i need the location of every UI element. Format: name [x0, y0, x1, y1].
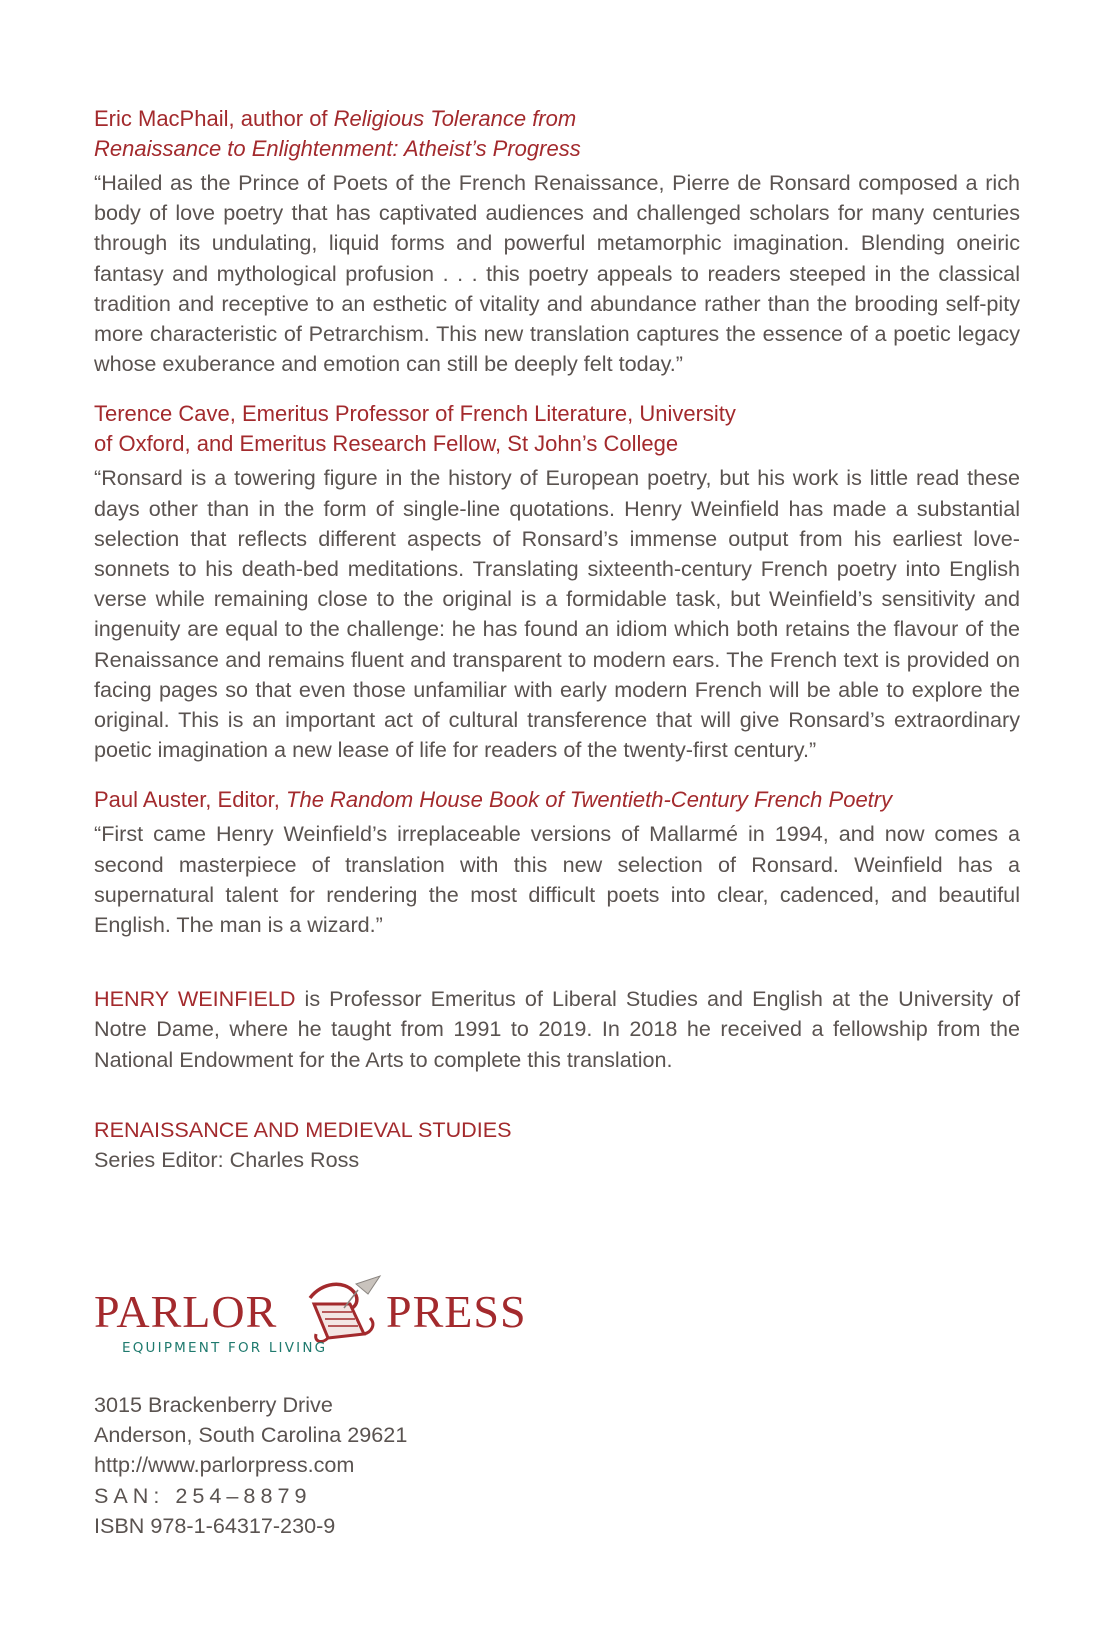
- logo-word-parlor: PARLOR: [94, 1286, 278, 1337]
- address-street: 3015 Brackenberry Drive: [94, 1392, 333, 1417]
- endorser-name-line2: of Oxford, and Emeritus Research Fellow, St John’s College: [94, 431, 679, 457]
- endorser-name: Paul Auster, Editor,: [94, 787, 287, 813]
- logo-tagline: EQUIPMENT FOR LIVING: [122, 1340, 328, 1356]
- endorser-name-line1: Terence Cave, Emeritus Professor of French Literature, University: [94, 401, 736, 427]
- endorsement-attribution: [94, 399, 1020, 459]
- publisher-address: [94, 1390, 407, 1541]
- endorsement-quote: “First came Henry Weinfield’s irreplaceable versions of Mallarmé in 1994, and now comes a second masterpiece of translation with this new selection of Ronsard. Weinfield has a supernatural talent for rendering the most difficult poets into clear, cadenced, and beautiful English. The man is a wizard.”: [94, 821, 1020, 938]
- endorsement-macphail: [94, 104, 1020, 379]
- endorsement-attribution: [94, 785, 1020, 815]
- author-name: HENRY WEINFIELD: [94, 986, 296, 1012]
- endorsement-auster: [94, 785, 1020, 940]
- author-bio: [94, 984, 1020, 1075]
- address-city: Anderson, South Carolina 29621: [94, 1422, 408, 1448]
- series-title: RENAISSANCE AND MEDIEVAL STUDIES: [94, 1116, 512, 1142]
- logo-word-press: PRESS: [386, 1286, 527, 1337]
- publisher-website: http://www.parlorpress.com: [94, 1452, 355, 1478]
- endorser-name: Eric MacPhail, author of: [94, 106, 334, 131]
- back-cover-text: [94, 104, 1020, 1175]
- author-bio-text: is Professor Emeritus of Liberal Studies and English at the University of Notre Dame, where he taught from 1991 to 2019. In 2018 he received a fellowship from the National Endowment for the Arts to complete this translation.: [94, 986, 1020, 1072]
- endorsement-cave: [94, 399, 1020, 765]
- book-title: The Random House Book of Twentieth-Century French Poetry: [286, 787, 893, 813]
- series-info: [94, 1115, 1020, 1175]
- endorsement-attribution: [94, 104, 1020, 164]
- book-title-line1: Religious Tolerance from: [333, 106, 577, 131]
- book-isbn: ISBN 978-1-64317-230-9: [94, 1512, 336, 1538]
- publisher-san: SAN: 254–8879: [94, 1482, 312, 1508]
- series-editor: Series Editor: Charles Ross: [94, 1146, 360, 1172]
- endorsement-quote: “Ronsard is a towering figure in the history of European poetry, but his work is little read these days other than in the form of single-line quotations. Henry Weinfield has made a substantial selection that reflects different aspects of Ronsard’s immense output from his earliest love-sonnets to his death-bed meditations. Translating sixteenth-century French poetry into English verse while remaining close to the original is a formidable task, but Weinfield’s sensitivity and ingenuity are equal to the challenge: he has found an idiom which both retains the flavour of the Renaissance and remains fluent and transparent to modern ears. The French text is provided on facing pages so that even those unfamiliar with early modern French will be able to explore the original. This is an important act of cultural transference that will give Ronsard’s extraordinary poetic imagination a new lease of life for readers of the twenty-first century.”: [94, 465, 1020, 763]
- publisher-logo: [94, 1282, 534, 1392]
- book-title-line2: Renaissance to Enlightenment: Atheist’s Progress: [94, 136, 581, 161]
- endorsement-quote: “Hailed as the Prince of Poets of the French Renaissance, Pierre de Ronsard composed a rich body of love poetry that has captivated audiences and challenged scholars for many centuries through its undulating, liquid forms and powerful metamorphic imagination. Blending oneiric fantasy and mythological profusion . . . this poetry appeals to readers steeped in the classical tradition and receptive to an esthetic of vitality and abundance rather than the brooding self-pity more characteristic of Petrarchism. This new translation captures the essence of a poetic legacy whose exuberance and emotion can still be deeply felt today.”: [94, 170, 1020, 377]
